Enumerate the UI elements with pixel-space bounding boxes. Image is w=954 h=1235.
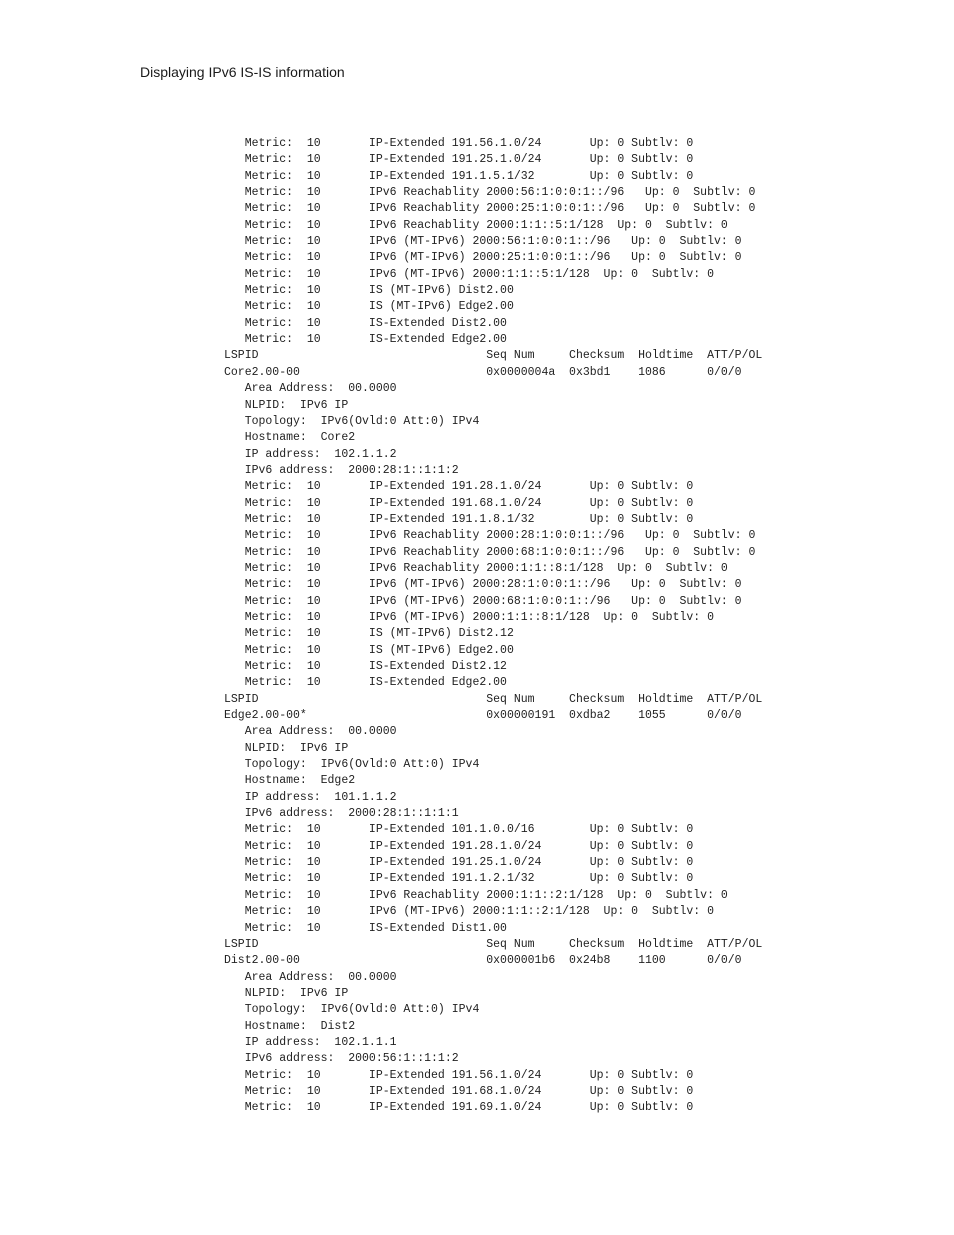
cli-output-line: Metric: 10 IS (MT-IPv6) Dist2.00	[224, 284, 514, 298]
cli-output-line: Metric: 10 IS-Extended Edge2.00	[224, 333, 507, 347]
cli-output-line: Metric: 10 IP-Extended 191.1.2.1/32 Up: 0 Subtlv: 0	[224, 872, 694, 886]
cli-output-line: Metric: 10 IS-Extended Edge2.00	[224, 676, 507, 690]
cli-output-line: Dist2.00-00 0x000001b6 0x24b8 1100 0/0/0	[224, 954, 742, 968]
page-header-title: Displaying IPv6 IS-IS information	[140, 64, 345, 80]
cli-output-line: Metric: 10 IPv6 (MT-IPv6) 2000:25:1:0:0:1::/96 Up: 0 Subtlv: 0	[224, 251, 742, 265]
cli-output-line: Metric: 10 IPv6 (MT-IPv6) 2000:56:1:0:0:1::/96 Up: 0 Subtlv: 0	[224, 235, 742, 249]
cli-output-line: Metric: 10 IP-Extended 191.1.5.1/32 Up: 0 Subtlv: 0	[224, 169, 694, 183]
cli-output-line: Metric: 10 IS (MT-IPv6) Edge2.00	[224, 643, 514, 657]
cli-output-line: Metric: 10 IP-Extended 191.25.1.0/24 Up: 0 Subtlv: 0	[224, 856, 694, 870]
cli-output-line: Topology: IPv6(Ovld:0 Att:0) IPv4	[224, 1003, 480, 1017]
cli-output-line: Metric: 10 IPv6 Reachablity 2000:68:1:0:0:1::/96 Up: 0 Subtlv: 0	[224, 545, 756, 559]
cli-output-line: Metric: 10 IPv6 Reachablity 2000:1:1::5:1/128 Up: 0 Subtlv: 0	[224, 218, 728, 232]
cli-output-line: Metric: 10 IP-Extended 191.56.1.0/24 Up: 0 Subtlv: 0	[224, 1068, 694, 1082]
cli-output-line: Metric: 10 IS-Extended Dist1.00	[224, 921, 507, 935]
cli-output-line: Metric: 10 IS-Extended Dist2.00	[224, 316, 507, 330]
cli-output-line: Metric: 10 IP-Extended 191.56.1.0/24 Up: 0 Subtlv: 0	[224, 137, 694, 150]
cli-output-line: Metric: 10 IPv6 Reachablity 2000:28:1:0:0:1::/96 Up: 0 Subtlv: 0	[224, 529, 756, 543]
cli-output-line: Metric: 10 IPv6 Reachablity 2000:25:1:0:0:1::/96 Up: 0 Subtlv: 0	[224, 202, 756, 216]
cli-output-line: Metric: 10 IPv6 (MT-IPv6) 2000:28:1:0:0:1::/96 Up: 0 Subtlv: 0	[224, 578, 742, 592]
cli-output-block	[224, 136, 762, 1117]
cli-output-line: Metric: 10 IP-Extended 191.68.1.0/24 Up: 0 Subtlv: 0	[224, 496, 694, 510]
cli-output-line: IPv6 address: 2000:28:1::1:1:2	[224, 463, 459, 477]
cli-output-line: Area Address: 00.0000	[224, 382, 397, 396]
cli-output-line: IP address: 102.1.1.2	[224, 447, 397, 461]
cli-output-line: Metric: 10 IP-Extended 191.69.1.0/24 Up: 0 Subtlv: 0	[224, 1101, 694, 1115]
cli-output-line: Metric: 10 IS-Extended Dist2.12	[224, 660, 507, 673]
cli-output-line: IP address: 102.1.1.1	[224, 1035, 397, 1049]
cli-output-line: Metric: 10 IP-Extended 101.1.0.0/16 Up: 0 Subtlv: 0	[224, 823, 694, 837]
cli-output-line: Metric: 10 IPv6 (MT-IPv6) 2000:68:1:0:0:1::/96 Up: 0 Subtlv: 0	[224, 594, 742, 608]
cli-output-line: Metric: 10 IPv6 Reachablity 2000:1:1::2:1/128 Up: 0 Subtlv: 0	[224, 888, 728, 902]
cli-output-line: Metric: 10 IPv6 Reachablity 2000:1:1::8:1/128 Up: 0 Subtlv: 0	[224, 561, 728, 575]
cli-output-line: LSPID Seq Num Checksum Holdtime ATT/P/OL	[224, 692, 763, 706]
cli-output-line: Hostname: Core2	[224, 431, 356, 445]
cli-output-line: Metric: 10 IP-Extended 191.25.1.0/24 Up: 0 Subtlv: 0	[224, 153, 694, 167]
cli-output-line: Metric: 10 IS (MT-IPv6) Dist2.12	[224, 627, 514, 641]
cli-output-line: Metric: 10 IP-Extended 191.68.1.0/24 Up: 0 Subtlv: 0	[224, 1084, 694, 1098]
cli-output-line: Metric: 10 IPv6 (MT-IPv6) 2000:1:1::2:1/128 Up: 0 Subtlv: 0	[224, 905, 714, 919]
cli-output-line: NLPID: IPv6 IP	[224, 741, 349, 755]
cli-output-line: Topology: IPv6(Ovld:0 Att:0) IPv4	[224, 414, 480, 428]
cli-output-line: Metric: 10 IPv6 (MT-IPv6) 2000:1:1::8:1/128 Up: 0 Subtlv: 0	[224, 610, 714, 624]
cli-output-line: Metric: 10 IP-Extended 191.28.1.0/24 Up: 0 Subtlv: 0	[224, 839, 694, 853]
cli-output-line: Area Address: 00.0000	[224, 970, 397, 984]
cli-output-line: LSPID Seq Num Checksum Holdtime ATT/P/OL	[224, 349, 763, 363]
cli-output-line: IPv6 address: 2000:28:1::1:1:1	[224, 807, 459, 821]
cli-output-line: Metric: 10 IP-Extended 191.28.1.0/24 Up: 0 Subtlv: 0	[224, 480, 694, 494]
cli-output-line: Topology: IPv6(Ovld:0 Att:0) IPv4	[224, 758, 480, 772]
cli-output-line: IPv6 address: 2000:56:1::1:1:2	[224, 1052, 459, 1066]
cli-output-line: Hostname: Dist2	[224, 1019, 356, 1033]
cli-output-line: Area Address: 00.0000	[224, 725, 397, 739]
cli-output-line: NLPID: IPv6 IP	[224, 986, 349, 1000]
cli-output-line: NLPID: IPv6 IP	[224, 398, 349, 412]
cli-output-line: Metric: 10 IPv6 Reachablity 2000:56:1:0:0:1::/96 Up: 0 Subtlv: 0	[224, 186, 756, 200]
cli-output-line: LSPID Seq Num Checksum Holdtime ATT/P/OL	[224, 937, 763, 951]
cli-output-line: IP address: 101.1.1.2	[224, 790, 397, 804]
cli-output-line: Metric: 10 IP-Extended 191.1.8.1/32 Up: 0 Subtlv: 0	[224, 512, 694, 526]
cli-output-line: Edge2.00-00* 0x00000191 0xdba2 1055 0/0/0	[224, 709, 742, 723]
cli-output-line: Hostname: Edge2	[224, 774, 356, 788]
cli-output-line: Core2.00-00 0x0000004a 0x3bd1 1086 0/0/0	[224, 365, 742, 379]
cli-output-line: Metric: 10 IS (MT-IPv6) Edge2.00	[224, 300, 514, 314]
cli-output-line: Metric: 10 IPv6 (MT-IPv6) 2000:1:1::5:1/128 Up: 0 Subtlv: 0	[224, 267, 714, 281]
